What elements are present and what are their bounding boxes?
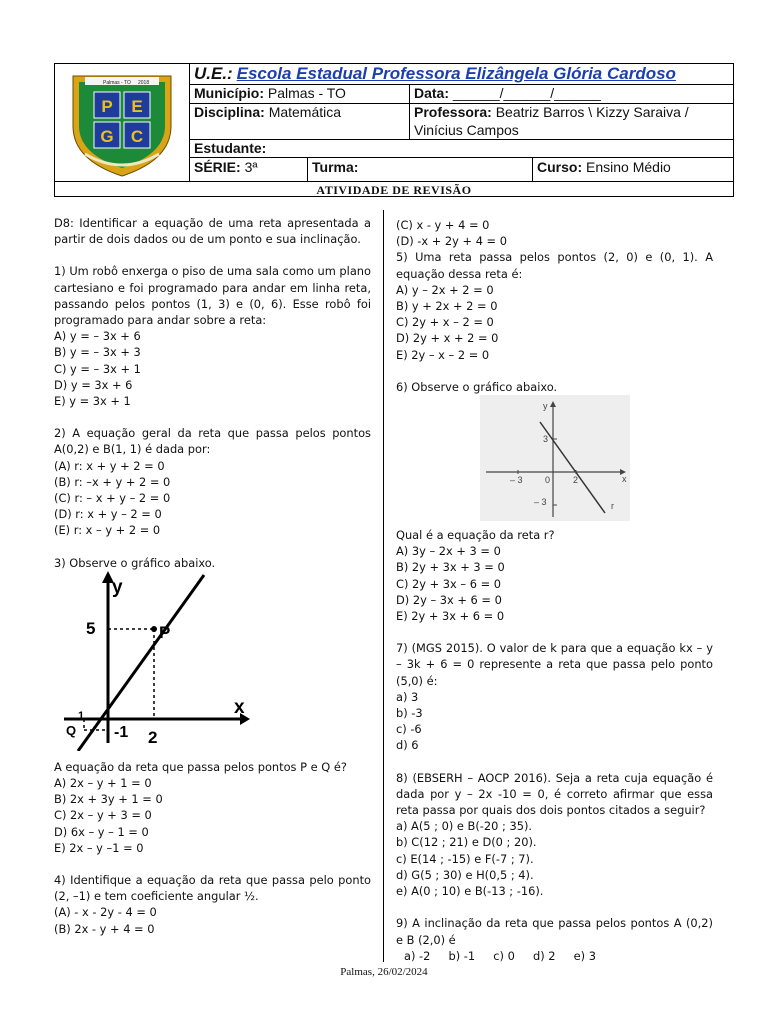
q6-option: C) 2y + 3x – 6 = 0 [396,576,501,591]
school-name-link[interactable]: Escola Estadual Professora Elizângela Glória Cardoso [236,64,676,83]
q6-option: A) 3y – 2x + 3 = 0 [396,544,501,559]
q3-x-label: x [234,696,245,718]
q9-option: b) -1 [448,948,476,963]
turma-label: Turma: [312,159,359,175]
school-logo [55,64,190,181]
q9-option: e) 3 [573,948,596,963]
serie-value: 3ª [244,159,258,175]
q4-option: (B) 2x - y + 4 = 0 [54,921,155,936]
curso-value: Ensino Médio [586,159,671,175]
disciplina-row [190,103,733,140]
header-table [54,63,734,197]
q3-graph [54,571,254,751]
q8-option: c) E(14 ; -15) e F(-7 ; 7). [396,851,534,866]
estudante-row [190,139,733,158]
question-9: 9) A inclinação da reta que passa pelos pontos A (0,2) e B (2,0) é [396,916,713,947]
q7-option: c) -6 [396,722,422,737]
q3-y-label: y [112,576,123,598]
question-4: 4) Identifique a equação da reta que passa pelo ponto (2, –1) e tem coeficiente angular ½. [54,873,371,904]
q5-option: E) 2y – x – 2 = 0 [396,347,490,362]
professora-value: Beatriz Barros \ Kizzy Saraiva / Vinícius Campos [414,104,689,138]
q3-option: E) 2x – y –1 = 0 [54,840,144,855]
page-title: ATIVIDADE DE REVISÃO [55,181,733,198]
question-3-text: A equação da reta que passa pelos pontos P e Q é? [54,759,347,774]
question-6-text: Qual é a equação da reta r? [396,528,555,543]
footer-date: Palmas, 26/02/2024 [340,966,428,978]
q6-tick-2: 2 [573,475,579,486]
q2-option: (E) r: x – y + 2 = 0 [54,523,161,538]
q6-y-label: y [543,401,548,412]
descriptor-d8: D8: Identificar a equação de uma reta apresentada a partir de dois dados ou de um ponto e sua inclinação. [54,216,371,247]
q5-option: B) y + 2x + 2 = 0 [396,299,498,314]
serie-row [190,157,733,181]
q2-option: (B) r: –x + y + 2 = 0 [54,474,171,489]
svg-text:Palmas - TO: Palmas - TO [103,80,131,86]
q8-option: e) A(0 ; 10) e B(-13 ; -16). [396,884,544,899]
q4-option: (A) - x - 2y - 4 = 0 [54,905,157,920]
q6-tick-3: 3 [543,434,549,445]
svg-text:P: P [101,97,113,116]
serie-label: SÉRIE: [194,159,241,175]
q8-option: d) G(5 ; 30) e H(0,5 ; 4). [396,867,534,882]
q6-option: E) 2y + 3x + 6 = 0 [396,609,505,624]
q2-option: (C) r: – x + y – 2 = 0 [54,491,171,506]
q3-tick-m1: -1 [114,723,129,741]
q3-option: A) 2x – y + 1 = 0 [54,776,152,791]
municipio-row [190,84,733,104]
q2-option: (D) r: x + y – 2 = 0 [54,507,162,522]
estudante-label: Estudante: [194,140,267,156]
q4-option: (C) x - y + 4 = 0 [396,218,490,232]
svg-text:2018: 2018 [138,80,150,86]
ue-label: U.E.: [194,64,233,83]
q9-option: a) -2 [404,948,431,963]
q3-option: D) 6x – y – 1 = 0 [54,824,149,839]
q1-option: B) y = – 3x + 3 [54,345,141,360]
school-row [190,64,733,85]
q7-option: b) -3 [396,706,423,721]
q6-line-label: r [611,501,614,512]
q6-option: B) 2y + 3x + 3 = 0 [396,560,505,575]
q2-option: (A) r: x + y + 2 = 0 [54,458,165,473]
q3-point-q: Q [66,722,77,738]
q3-option: C) 2x – y + 3 = 0 [54,808,152,823]
municipio-value: Palmas - TO [267,85,346,101]
q3-tick-5: 5 [86,618,96,638]
question-8: 8) (EBSERH – AOCP 2016). Seja a reta cuja equação é dada por y – 2x -10 = 0, é correto afirmar que essa reta passa por quais dos dois pontos citados a seguir? [396,770,713,818]
q3-line [78,575,204,751]
question-7: 7) (MGS 2015). O valor de k para que a equação kx – y – 3k + 6 = 0 represente a reta que passa pelo ponto (5,0) é: [396,641,713,688]
disciplina-value: Matemática [268,104,342,120]
q6-option: D) 2y – 3x + 6 = 0 [396,592,502,607]
q1-option: A) y = – 3x + 6 [54,329,141,344]
q6-tick-0: 0 [545,475,551,486]
q5-option: C) 2y + x – 2 = 0 [396,315,494,330]
data-label: Data: [414,85,450,101]
data-value: ______/______/______ [452,85,601,101]
question-1: 1) Um robô enxerga o piso de uma sala como um plano cartesiano e foi programado para andar em linha reta, passando pelos pontos (1, 3) e (0, 6). Esse robô foi programado para andar sobre a reta: [54,264,371,328]
q1-option: C) y = – 3x + 1 [54,361,141,376]
q6-x-label: x [622,474,627,485]
municipio-label: Município: [194,85,264,101]
q9-options [396,948,713,964]
q7-option: d) 6 [396,738,419,753]
q6-graph [480,395,630,521]
q9-option: c) 0 [493,948,515,963]
q5-option: A) y – 2x + 2 = 0 [396,282,494,297]
q7-option: a) 3 [396,689,419,704]
q3-point-p: P [159,622,171,642]
svg-text:C: C [130,127,144,146]
svg-text:E: E [131,97,143,116]
right-column [396,217,713,964]
q4-option: (D) -x + 2y + 4 = 0 [396,234,507,249]
q6-tick-m3x: – 3 [510,475,523,486]
svg-text:G: G [100,127,114,146]
q3-tick-1: 1 [78,709,85,722]
question-6: 6) Observe o gráfico abaixo. [396,379,558,394]
q9-option: d) 2 [532,948,556,963]
q8-option: a) A(5 ; 0) e B(-20 ; 35). [396,819,533,834]
q3-tick-2: 2 [148,727,158,747]
column-divider [383,210,384,962]
q1-option: E) y = 3x + 1 [54,394,131,409]
q1-option: D) y = 3x + 6 [54,377,133,392]
q6-tick-m3y: – 3 [534,497,547,508]
q3-option: B) 2x + 3y + 1 = 0 [54,792,163,807]
question-5: 5) Uma reta passa pelos pontos (2, 0) e (0, 1). A equação dessa reta é: [396,250,713,281]
disciplina-label: Disciplina: [194,104,265,120]
question-3: 3) Observe o gráfico abaixo. [54,555,216,570]
q5-option: D) 2y + x + 2 = 0 [396,331,499,346]
question-2: 2) A equação geral da reta que passa pelos pontos A(0,2) e B(1, 1) é dada por: [54,426,371,457]
curso-label: Curso: [537,159,583,175]
left-column [54,215,371,937]
q8-option: b) C(12 ; 21) e D(0 ; 20). [396,835,537,850]
professora-label: Professora: [414,104,492,120]
